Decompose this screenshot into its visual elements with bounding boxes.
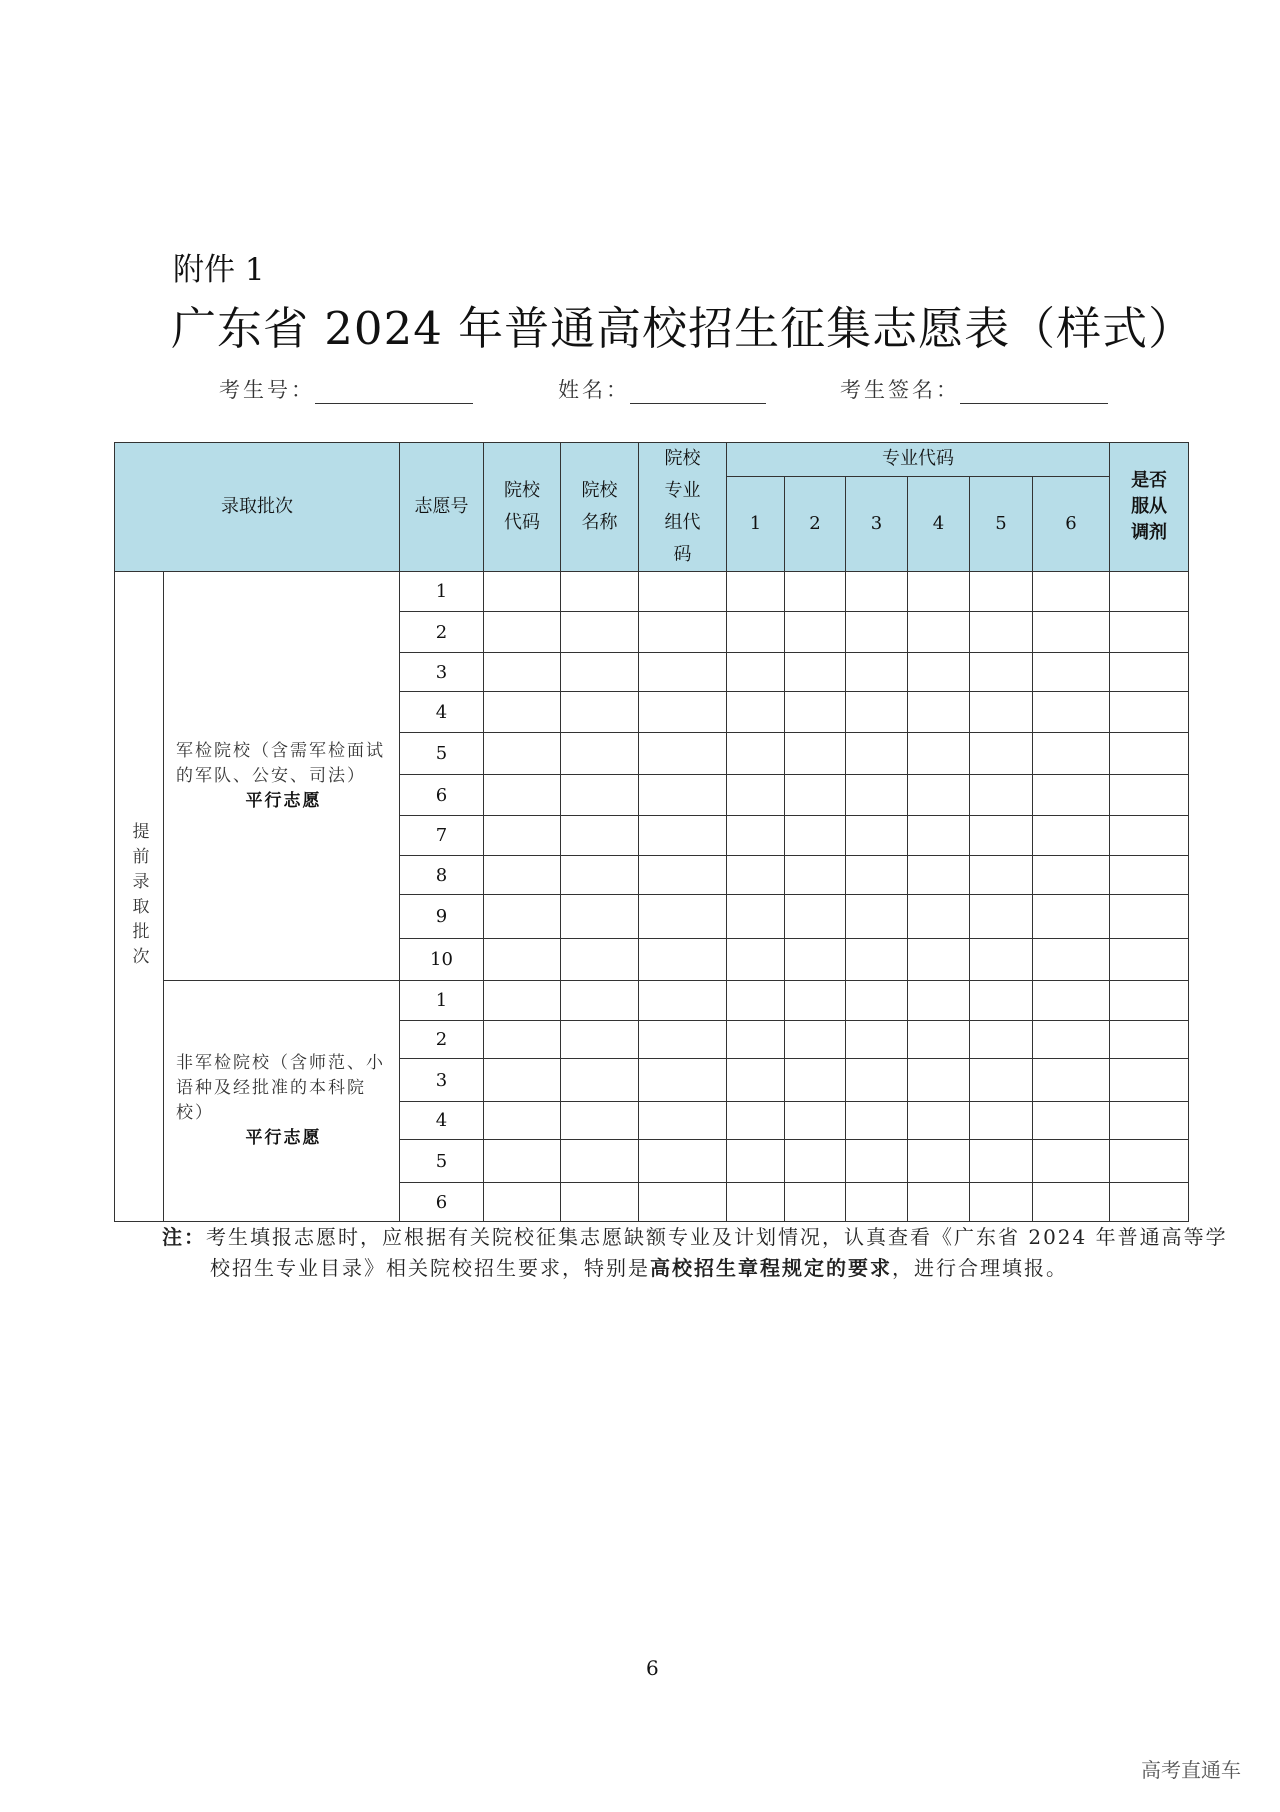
entry-cell[interactable] — [561, 816, 639, 856]
entry-cell[interactable] — [970, 1102, 1033, 1140]
entry-cell[interactable] — [1110, 816, 1189, 856]
entry-cell[interactable] — [484, 653, 561, 692]
entry-cell[interactable] — [639, 1140, 727, 1183]
wish-number: 2 — [400, 612, 484, 653]
entry-cell[interactable] — [561, 612, 639, 653]
entry-cell[interactable] — [785, 1183, 846, 1222]
entry-cell[interactable] — [785, 816, 846, 856]
entry-cell[interactable] — [970, 1183, 1033, 1222]
entry-cell[interactable] — [1033, 1183, 1110, 1222]
entry-cell[interactable] — [970, 733, 1033, 775]
entry-cell[interactable] — [970, 1021, 1033, 1059]
entry-cell[interactable] — [846, 612, 908, 653]
entry-cell[interactable] — [561, 1140, 639, 1183]
entry-cell[interactable] — [846, 775, 908, 816]
entry-cell[interactable] — [639, 1059, 727, 1102]
wish-number: 6 — [400, 1183, 484, 1222]
entry-cell[interactable] — [639, 612, 727, 653]
table-row — [115, 981, 1189, 1021]
entry-cell[interactable] — [846, 1102, 908, 1140]
wish-number: 4 — [400, 1102, 484, 1140]
entry-cell[interactable] — [908, 1183, 970, 1222]
entry-cell[interactable] — [785, 612, 846, 653]
entry-cell[interactable] — [1033, 612, 1110, 653]
entry-cell[interactable] — [639, 939, 727, 981]
entry-cell[interactable] — [561, 1021, 639, 1059]
entry-cell[interactable] — [970, 895, 1033, 939]
entry-cell[interactable] — [908, 816, 970, 856]
exam-number-label: 考生号： — [219, 378, 315, 402]
entry-cell[interactable] — [846, 895, 908, 939]
entry-cell[interactable] — [1033, 981, 1110, 1021]
entry-cell[interactable] — [785, 895, 846, 939]
header-major-5: 5 — [970, 476, 1033, 571]
entry-cell[interactable] — [1033, 1140, 1110, 1183]
entry-cell[interactable] — [484, 856, 561, 895]
entry-cell[interactable] — [908, 981, 970, 1021]
entry-cell[interactable] — [970, 775, 1033, 816]
watermark: 高考直通车 — [1141, 1758, 1241, 1782]
entry-cell[interactable] — [484, 1102, 561, 1140]
entry-cell[interactable] — [639, 653, 727, 692]
entry-cell[interactable] — [484, 1140, 561, 1183]
entry-cell[interactable] — [1110, 1059, 1189, 1102]
entry-cell[interactable] — [970, 653, 1033, 692]
wish-number: 5 — [400, 1140, 484, 1183]
wish-number: 3 — [400, 653, 484, 692]
entry-cell[interactable] — [785, 775, 846, 816]
entry-cell[interactable] — [908, 1021, 970, 1059]
header-major-6: 6 — [1033, 476, 1110, 571]
entry-cell[interactable] — [727, 939, 785, 981]
note-label: 注： — [162, 1225, 206, 1249]
entry-cell[interactable] — [1033, 692, 1110, 733]
entry-cell[interactable] — [970, 816, 1033, 856]
entry-cell[interactable] — [727, 692, 785, 733]
entry-cell[interactable] — [846, 692, 908, 733]
entry-cell[interactable] — [970, 1059, 1033, 1102]
entry-cell[interactable] — [908, 895, 970, 939]
entry-cell[interactable] — [561, 981, 639, 1021]
entry-cell[interactable] — [1110, 1021, 1189, 1059]
wish-number: 4 — [400, 692, 484, 733]
header-wish-no: 志愿号 — [400, 443, 484, 572]
entry-cell[interactable] — [639, 733, 727, 775]
entry-cell[interactable] — [846, 939, 908, 981]
entry-cell[interactable] — [846, 816, 908, 856]
header-school-name: 院校名称 — [561, 443, 639, 572]
signature-field[interactable] — [840, 374, 1108, 404]
note — [162, 1222, 1230, 1284]
note-text: 考生填报志愿时，应根据有关院校征集志愿缺额专业及计划情况，认真查看《广东省 2024 年普通高等学校招生专业目录》相关院校招生要求，特别是 — [206, 1225, 1228, 1280]
entry-cell[interactable] — [1110, 775, 1189, 816]
entry-cell[interactable] — [785, 653, 846, 692]
entry-cell[interactable] — [639, 692, 727, 733]
table-row — [115, 572, 1189, 612]
entry-cell[interactable] — [561, 572, 639, 612]
entry-cell[interactable] — [484, 939, 561, 981]
entry-cell[interactable] — [727, 653, 785, 692]
entry-cell[interactable] — [1110, 1183, 1189, 1222]
note-emphasis: 高校招生章程规定的要求 — [650, 1256, 892, 1280]
entry-cell[interactable] — [1110, 692, 1189, 733]
entry-cell[interactable] — [484, 733, 561, 775]
entry-cell[interactable] — [484, 1183, 561, 1222]
entry-cell[interactable] — [846, 572, 908, 612]
note-text-end: ，进行合理填报。 — [892, 1256, 1068, 1280]
entry-cell[interactable] — [1033, 1059, 1110, 1102]
entry-cell[interactable] — [484, 775, 561, 816]
page-number: 6 — [646, 1656, 659, 1680]
group-desc: 非军检院校（含师范、小语种及经批准的本科院校） — [176, 1053, 385, 1123]
entry-cell[interactable] — [970, 692, 1033, 733]
entry-cell[interactable] — [639, 775, 727, 816]
entry-cell[interactable] — [727, 1183, 785, 1222]
header-adjust: 是否服从调剂 — [1110, 443, 1189, 572]
entry-cell[interactable] — [1033, 895, 1110, 939]
entry-cell[interactable] — [484, 981, 561, 1021]
wish-number: 6 — [400, 775, 484, 816]
entry-cell[interactable] — [639, 1183, 727, 1222]
entry-cell[interactable] — [970, 572, 1033, 612]
entry-cell[interactable] — [561, 1102, 639, 1140]
header-major-3: 3 — [846, 476, 908, 571]
entry-cell[interactable] — [561, 895, 639, 939]
exam-number-field[interactable] — [219, 374, 473, 404]
entry-cell[interactable] — [908, 775, 970, 816]
entry-cell[interactable] — [970, 939, 1033, 981]
header-batch: 录取批次 — [115, 443, 400, 572]
entry-cell[interactable] — [484, 612, 561, 653]
entry-cell[interactable] — [1110, 981, 1189, 1021]
header-major-1: 1 — [727, 476, 785, 571]
entry-cell[interactable] — [727, 733, 785, 775]
entry-cell[interactable] — [1033, 733, 1110, 775]
page-title: 广东省 2024 年普通高校招生征集志愿表（样式） — [171, 302, 1195, 355]
entry-cell[interactable] — [1110, 572, 1189, 612]
entry-cell[interactable] — [970, 981, 1033, 1021]
header-major-2: 2 — [785, 476, 846, 571]
group-desc: 军检院校（含需军检面试的军队、公安、司法） — [176, 740, 385, 786]
wish-number: 10 — [400, 939, 484, 981]
entry-cell[interactable] — [639, 895, 727, 939]
entry-cell[interactable] — [846, 1183, 908, 1222]
entry-cell[interactable] — [970, 1140, 1033, 1183]
entry-cell[interactable] — [639, 572, 727, 612]
wish-number: 1 — [400, 572, 484, 612]
entry-cell[interactable] — [785, 1021, 846, 1059]
header-major-code: 专业代码 — [727, 443, 1110, 477]
entry-cell[interactable] — [846, 1059, 908, 1102]
wish-number: 8 — [400, 856, 484, 895]
entry-cell[interactable] — [1033, 816, 1110, 856]
entry-cell[interactable] — [908, 572, 970, 612]
entry-cell[interactable] — [484, 816, 561, 856]
wish-number: 7 — [400, 816, 484, 856]
wish-number: 3 — [400, 1059, 484, 1102]
entry-cell[interactable] — [484, 1021, 561, 1059]
entry-cell[interactable] — [484, 692, 561, 733]
group-cell — [164, 981, 400, 1222]
entry-cell[interactable] — [785, 1059, 846, 1102]
entry-cell[interactable] — [846, 1021, 908, 1059]
group-type: 平行志愿 — [245, 790, 322, 811]
wish-number: 2 — [400, 1021, 484, 1059]
group-cell — [164, 572, 400, 981]
wish-number: 1 — [400, 981, 484, 1021]
group-type: 平行志愿 — [245, 1128, 322, 1148]
entry-cell[interactable] — [639, 856, 727, 895]
entry-cell[interactable] — [561, 856, 639, 895]
entry-cell[interactable] — [785, 939, 846, 981]
entry-cell[interactable] — [484, 895, 561, 939]
entry-cell[interactable] — [908, 612, 970, 653]
entry-cell[interactable] — [908, 653, 970, 692]
signature-label: 考生签名： — [840, 378, 960, 402]
header-group-code: 院校专业组代码 — [639, 443, 727, 572]
entry-cell[interactable] — [785, 856, 846, 895]
entry-cell[interactable] — [908, 1140, 970, 1183]
entry-cell[interactable] — [908, 692, 970, 733]
wish-number: 5 — [400, 733, 484, 775]
entry-cell[interactable] — [908, 939, 970, 981]
header-school-code: 院校代码 — [484, 443, 561, 572]
entry-cell[interactable] — [1110, 939, 1189, 981]
entry-cell[interactable] — [970, 612, 1033, 653]
entry-cell[interactable] — [908, 1102, 970, 1140]
entry-cell[interactable] — [846, 733, 908, 775]
entry-cell[interactable] — [639, 816, 727, 856]
entry-cell[interactable] — [561, 653, 639, 692]
entry-cell[interactable] — [561, 1059, 639, 1102]
name-field[interactable] — [558, 374, 766, 404]
entry-cell[interactable] — [1033, 1021, 1110, 1059]
entry-cell[interactable] — [1033, 572, 1110, 612]
entry-cell[interactable] — [561, 692, 639, 733]
entry-cell[interactable] — [846, 856, 908, 895]
entry-cell[interactable] — [970, 856, 1033, 895]
entry-cell[interactable] — [727, 1140, 785, 1183]
entry-cell[interactable] — [1110, 1102, 1189, 1140]
entry-cell[interactable] — [561, 1183, 639, 1222]
entry-cell[interactable] — [727, 856, 785, 895]
entry-cell[interactable] — [1033, 775, 1110, 816]
entry-cell[interactable] — [1110, 856, 1189, 895]
entry-cell[interactable] — [908, 1059, 970, 1102]
entry-cell[interactable] — [1110, 1140, 1189, 1183]
entry-cell[interactable] — [1033, 653, 1110, 692]
entry-cell[interactable] — [561, 939, 639, 981]
entry-cell[interactable] — [1110, 733, 1189, 775]
entry-cell[interactable] — [727, 775, 785, 816]
entry-cell[interactable] — [727, 981, 785, 1021]
entry-cell[interactable] — [639, 1021, 727, 1059]
entry-cell[interactable] — [484, 1059, 561, 1102]
entry-cell[interactable] — [727, 1059, 785, 1102]
entry-cell[interactable] — [785, 733, 846, 775]
entry-cell[interactable] — [846, 981, 908, 1021]
entry-cell[interactable] — [727, 816, 785, 856]
entry-cell[interactable] — [785, 1102, 846, 1140]
entry-cell[interactable] — [639, 981, 727, 1021]
entry-cell[interactable] — [908, 733, 970, 775]
attachment-label: 附件 1 — [173, 252, 265, 288]
entry-cell[interactable] — [785, 1140, 846, 1183]
entry-cell[interactable] — [561, 775, 639, 816]
batch-name: 提前录取批次 — [115, 572, 164, 1222]
entry-cell[interactable] — [484, 572, 561, 612]
entry-cell[interactable] — [727, 895, 785, 939]
entry-cell[interactable] — [785, 981, 846, 1021]
entry-cell[interactable] — [727, 572, 785, 612]
entry-cell[interactable] — [908, 856, 970, 895]
entry-cell[interactable] — [785, 572, 846, 612]
entry-cell[interactable] — [1033, 939, 1110, 981]
wish-table — [114, 442, 1189, 1222]
entry-cell[interactable] — [727, 1102, 785, 1140]
wish-number: 9 — [400, 895, 484, 939]
entry-cell[interactable] — [1110, 612, 1189, 653]
entry-cell[interactable] — [1033, 1102, 1110, 1140]
entry-cell[interactable] — [639, 1102, 727, 1140]
entry-cell[interactable] — [727, 1021, 785, 1059]
entry-cell[interactable] — [785, 692, 846, 733]
entry-cell[interactable] — [846, 653, 908, 692]
entry-cell[interactable] — [1033, 856, 1110, 895]
entry-cell[interactable] — [846, 1140, 908, 1183]
entry-cell[interactable] — [561, 733, 639, 775]
entry-cell[interactable] — [727, 612, 785, 653]
header-major-4: 4 — [908, 476, 970, 571]
name-label: 姓名： — [558, 378, 630, 402]
entry-cell[interactable] — [1110, 895, 1189, 939]
entry-cell[interactable] — [1110, 653, 1189, 692]
